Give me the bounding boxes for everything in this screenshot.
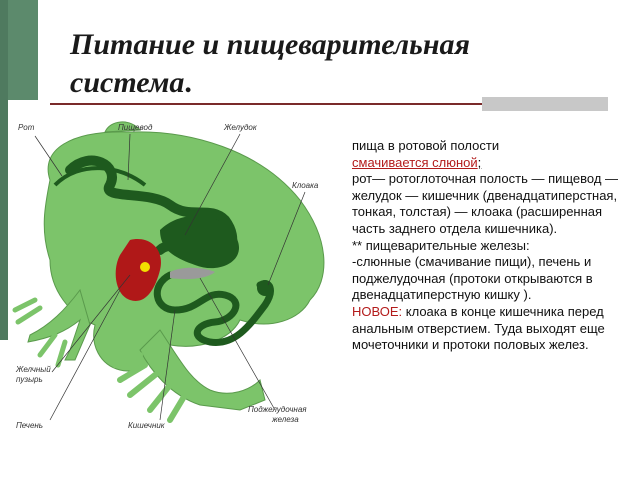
frog-digestive-illustration	[10, 110, 340, 440]
text-p1	[352, 138, 630, 171]
text-p1-start: пища в ротовой полости	[352, 138, 500, 153]
text-p2: рот— ротоглоточная полость — пищевод —желудок — кишечник (двенадцатиперстная, тонкая, толстая) — клоака (расширенная часть заднего отдела кишечника).	[352, 171, 619, 236]
text-p3: ** пищеварительные железы:	[352, 237, 530, 253]
label-podzhel-1: Поджелудочная	[248, 405, 307, 414]
text-p5	[352, 304, 630, 354]
label-rot: Рот	[18, 123, 35, 132]
label-kishechnik: Кишечник	[128, 421, 165, 430]
slide-title-text: Питание и пищеварительная система	[70, 28, 470, 99]
text-p1-highlight: смачивается слюной	[352, 154, 478, 170]
slide-title-dot: .	[184, 66, 192, 99]
label-pechen: Печень	[16, 421, 43, 430]
label-zheludok: Желудок	[224, 123, 257, 132]
left-decor-block	[8, 0, 38, 100]
text-p5-body: клоака в конце кишечника перед анальным отверстием. Туда выходят еще мочеточники и протоки половых желез.	[352, 303, 605, 353]
label-zhelchny-2: пузырь	[16, 375, 43, 384]
label-podzhel-2: железа	[272, 415, 299, 424]
label-zhelchny-1: Желчный	[16, 365, 51, 374]
slide-title	[70, 26, 590, 102]
label-kloaka: Клоака	[292, 181, 319, 190]
text-p4: -слюнные (смачивание пищи), печень и поджелудочная (протоки открываются в двенадцатиперстную кишку ).	[352, 254, 593, 303]
left-decor-band	[0, 0, 8, 340]
text-p1-end: ;	[477, 154, 482, 170]
text-new-label: НОВОЕ:	[352, 303, 403, 319]
divider-box	[482, 97, 608, 111]
gall-bladder	[140, 262, 150, 272]
label-pishchevod: Пищевод	[118, 123, 153, 132]
cloaca	[257, 280, 273, 296]
frog-diagram	[10, 110, 340, 440]
description-text	[352, 138, 630, 354]
